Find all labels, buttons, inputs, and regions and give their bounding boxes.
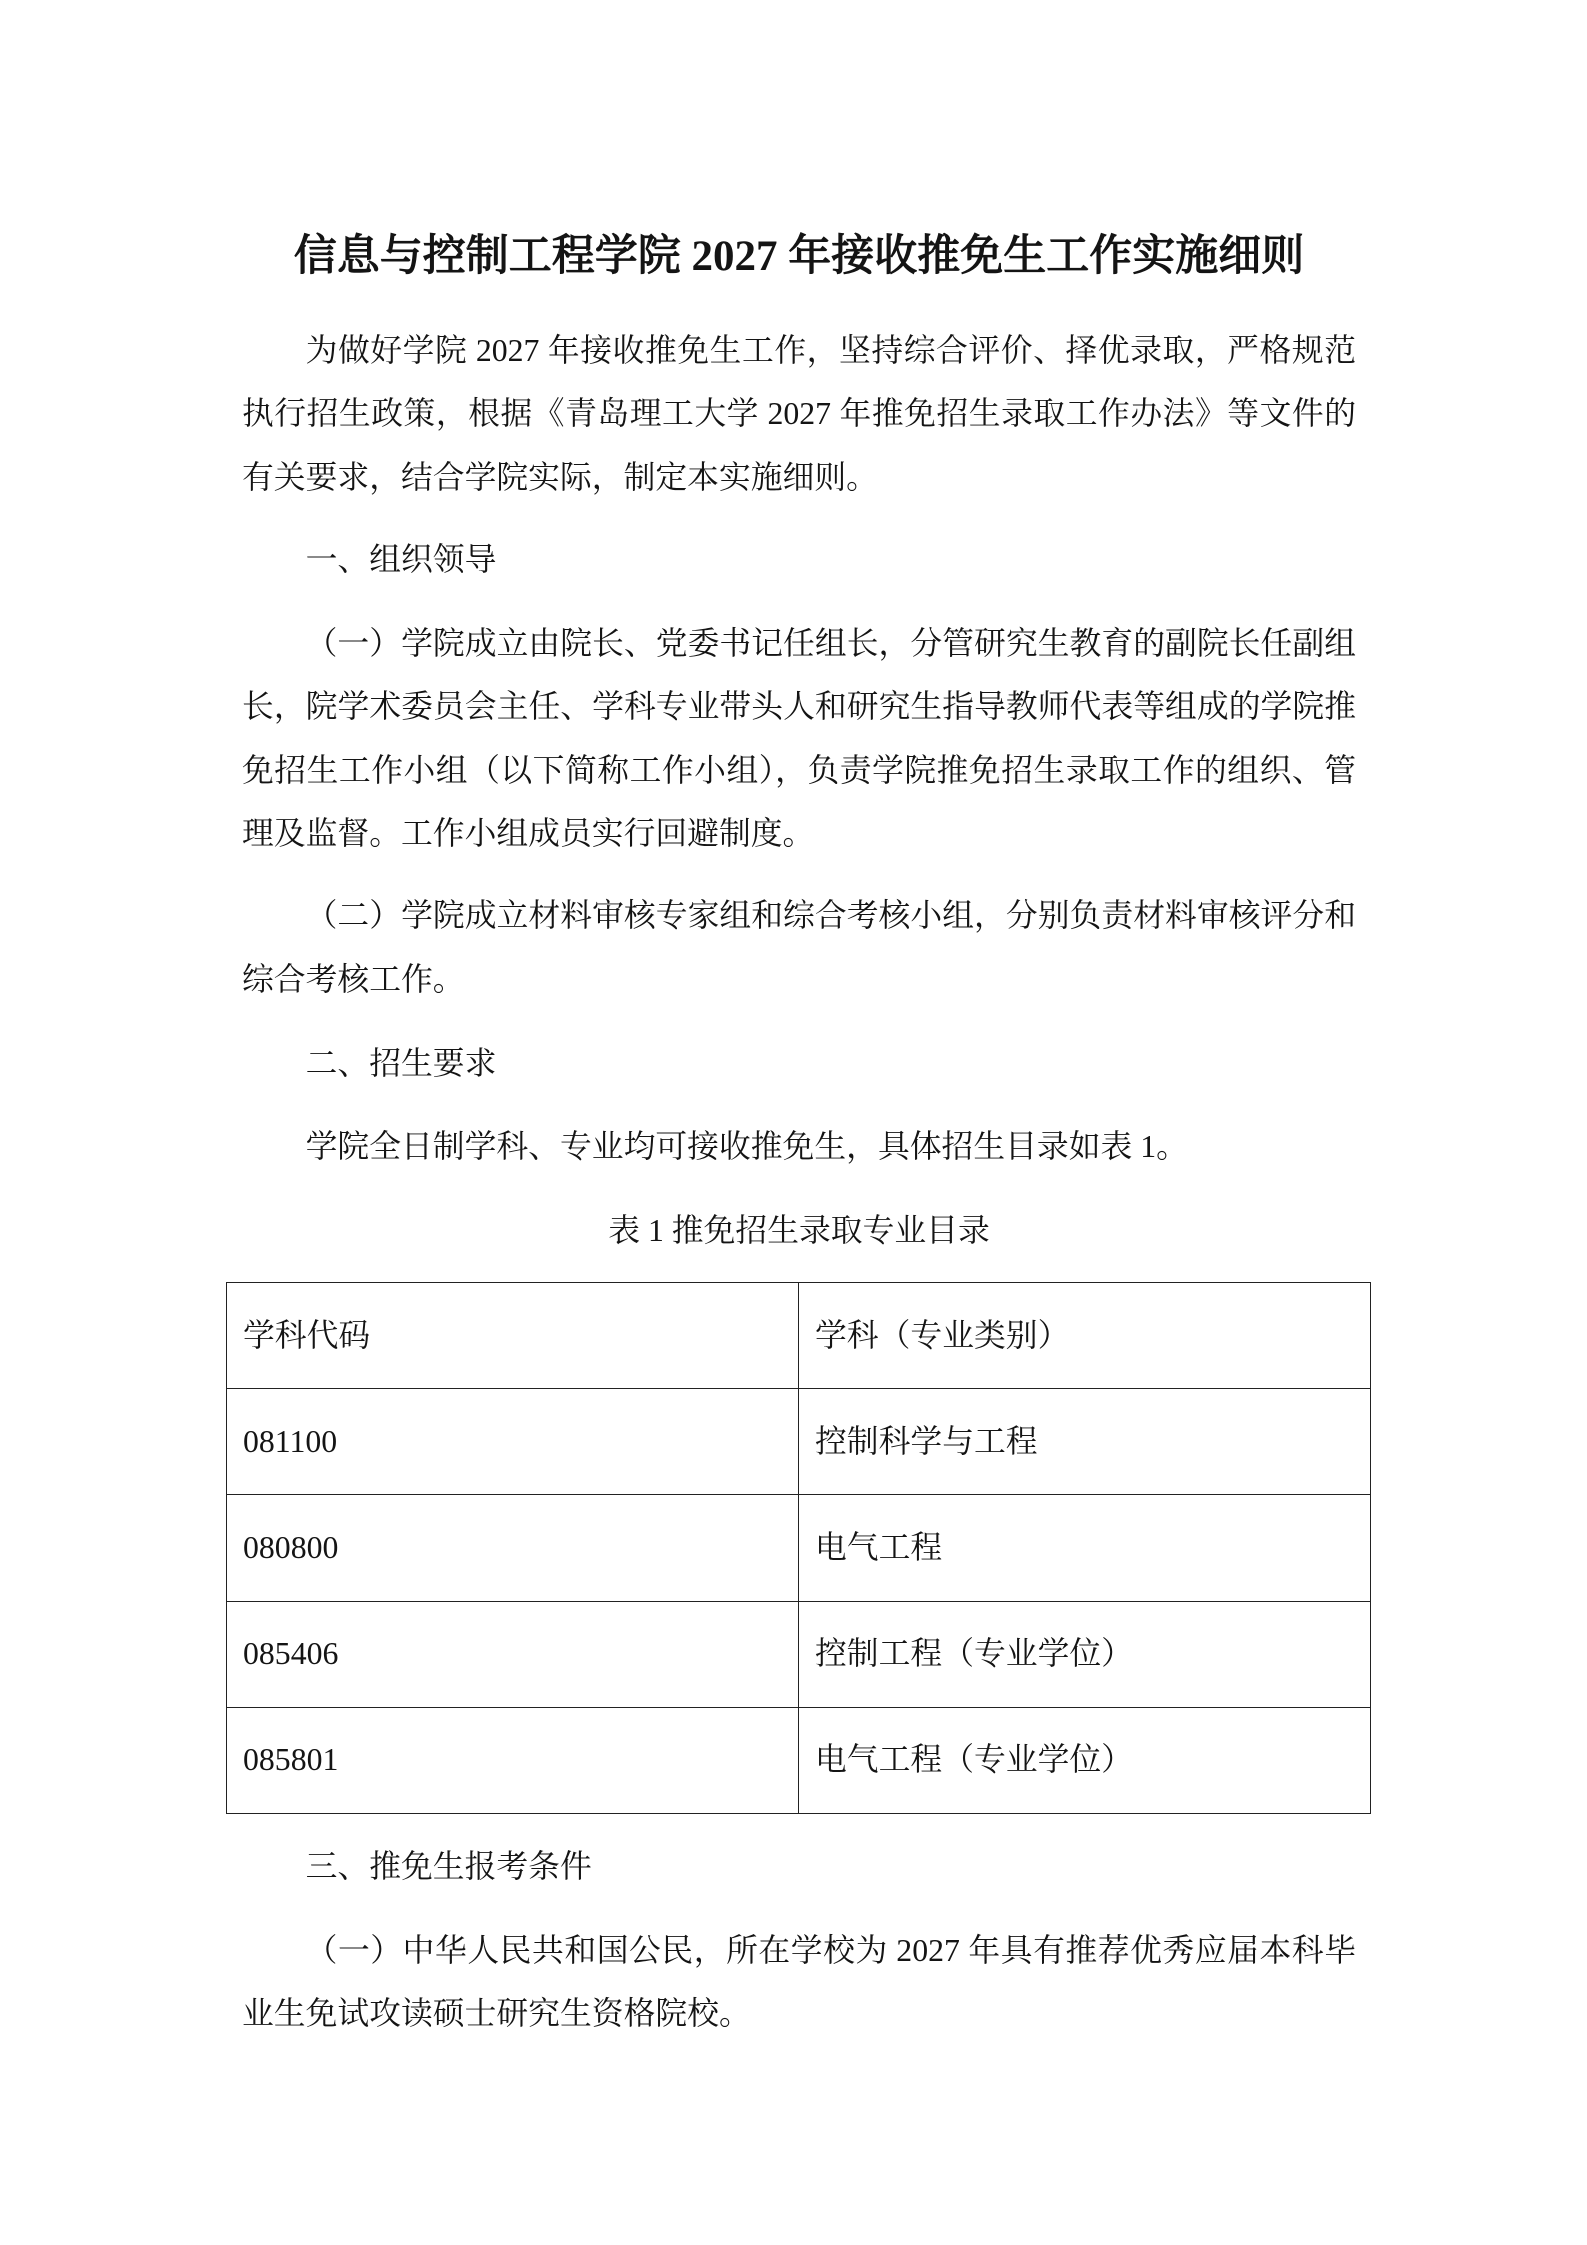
paragraph-line: 有关要求，结合学院实际，制定本实施细则。 (242, 459, 878, 495)
paragraph-line: 学院全日制学科、专业均可接收推免生，具体招生目录如表 1。 (305, 1129, 1188, 1165)
section-heading-organization: 一、组织领导 (305, 542, 497, 577)
paragraph-line: 长，院学术委员会主任、学科专业带头人和研究生指导教师代表等组成的学院推 (242, 689, 1356, 725)
table-cell-discipline: 电气工程（专业学位） (799, 1707, 1371, 1813)
organization-paragraph-1 (242, 612, 1356, 866)
table-cell-code: 085801 (227, 1707, 799, 1813)
table-cell-code: 080800 (227, 1495, 799, 1601)
organization-paragraph-2 (242, 884, 1356, 1011)
paragraph-line: 免招生工作小组（以下简称工作小组），负责学院推免招生录取工作的组织、管 (242, 752, 1356, 788)
paragraph-line: 业生免试攻读硕士研究生资格院校。 (242, 1996, 751, 2032)
majors-table (226, 1282, 1371, 1814)
table-header-cell-code: 学科代码 (227, 1283, 799, 1389)
table-cell-discipline: 控制工程（专业学位） (799, 1601, 1371, 1707)
paragraph-line: 执行招生政策，根据《青岛理工大学 2027 年推免招生录取工作办法》等文件的 (242, 396, 1356, 432)
table-caption: 表 1 推免招生录取专业目录 (608, 1212, 990, 1248)
paragraph-line: （一）中华人民共和国公民，所在学校为 2027 年具有推荐优秀应届本科毕 (305, 1932, 1356, 1968)
paragraph-line: 理及监督。工作小组成员实行回避制度。 (242, 816, 815, 852)
paragraph-line: （二）学院成立材料审核专家组和综合考核小组，分别负责材料审核评分和 (305, 898, 1356, 934)
conditions-paragraph-1 (242, 1919, 1356, 2046)
table-cell-code: 081100 (227, 1389, 799, 1495)
table-cell-code: 085406 (227, 1601, 799, 1707)
table-row (227, 1601, 1371, 1707)
table-header-row (227, 1283, 1371, 1389)
document-title: 信息与控制工程学院 2027 年接收推免生工作实施细则 (293, 233, 1305, 280)
table-cell-discipline: 电气工程 (799, 1495, 1371, 1601)
table-row (227, 1707, 1371, 1813)
section-heading-requirements: 二、招生要求 (305, 1045, 497, 1081)
section-heading-conditions: 三、推免生报考条件 (305, 1849, 592, 1885)
requirements-paragraph (242, 1115, 1356, 1179)
intro-paragraph (242, 319, 1356, 510)
paragraph-line: 综合考核工作。 (242, 961, 465, 997)
table-row (227, 1389, 1371, 1495)
paragraph-line: 为做好学院 2027 年接收推免生工作，坚持综合评价、择优录取，严格规范 (305, 332, 1356, 368)
table-cell-discipline: 控制科学与工程 (799, 1389, 1371, 1495)
paragraph-line: （一）学院成立由院长、党委书记任组长，分管研究生教育的副院长任副组 (305, 625, 1356, 661)
table-header-cell-discipline: 学科（专业类别） (799, 1283, 1371, 1389)
table-row (227, 1495, 1371, 1601)
